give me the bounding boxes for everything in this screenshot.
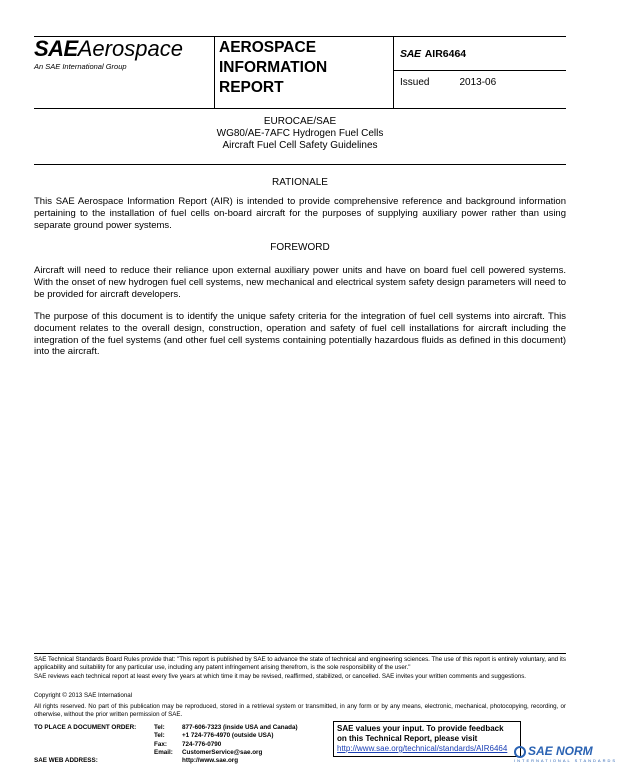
header-docnum-rule [393,70,566,71]
footer-rule [34,653,566,654]
title-line-1: EUROCAE/SAE [263,116,337,127]
doc-number-prefix: SAE [400,48,421,60]
fax-label: Fax: [154,740,167,748]
doc-type-title [219,38,379,98]
sae-aerospace-logo [34,37,194,71]
document-number [400,48,466,60]
foreword-paragraph-2: The purpose of this document is to identify the unique safety criteria for the integration of fuel cell systems into aircraft. This document relates to the overall design, construction, operation and safety of fuel cell installations for aircraft including the integration of the fuel systems (and other fuel cell systems containing potentially hazardous fluids as defined in this document) into the aircraft. [34,311,566,358]
doc-number-value: AIR6464 [424,48,467,60]
footer-copyright: Copyright © 2013 SAE International [34,692,133,699]
logo-tagline: An SAE International Group [34,62,127,71]
feedback-box [333,721,521,757]
header-divider-right [393,36,394,108]
email-label: Email: [154,748,173,756]
tel-inside-usa: 877-606-7323 (inside USA and Canada) [182,724,298,731]
fax-number: 724-776-0790 [182,740,222,748]
watermark-globe-icon [514,746,526,758]
doc-type-line-1: AEROSPACE [219,39,317,56]
title-line-2: WG80/AE-7AFC Hydrogen Fuel Cells [216,128,384,139]
header-bottom-rule [34,108,566,109]
foreword-paragraph-1: Aircraft will need to reduce their reliance upon external auxiliary power units and have on board fuel cell powered systems. With the onset of new hydrogen fuel cell systems, new mechanical and electrical system safety design parameters will need to be provided for aircraft developers. [34,265,566,300]
email-link[interactable]: CustomerService@sae.org [182,748,263,756]
footer-note-usage: SAE Technical Standards Board Rules provide that: "This report is published by SAE to advance the state of technical and engineering sciences. The use of this report is entirely voluntary, and its applicability and suitability for any particular use, including any patent infringement arising therefrom, is the sole responsibility of the user." [34,656,566,671]
order-label: TO PLACE A DOCUMENT ORDER: [34,724,137,731]
feedback-line-2: on this Technical Report, please visit [337,734,478,743]
footer-rights: All rights reserved. No part of this publication may be reproduced, stored in a retrieval system or transmitted, in any form or by any means, electronic, mechanical, photocopying, recording, or otherwise, without the prior written permission of SAE. [34,703,566,718]
footer-note-review: SAE reviews each technical report at least every five years at which time it may be revised, reaffirmed, stabilized, or cancelled. SAE invites your written comments and suggestions. [34,673,527,680]
header-top-rule [34,36,566,37]
tel-label: Tel: [154,724,165,731]
watermark-text: SAE NORM [528,744,593,758]
issued-date [400,77,496,88]
title-line-3: Aircraft Fuel Cell Safety Guidelines [222,140,378,151]
title-bottom-rule [34,164,566,165]
rationale-heading: RATIONALE [272,177,328,188]
logo-aerospace: Aerospace [77,36,183,61]
document-title-block [34,116,566,152]
feedback-link[interactable]: http://www.sae.org/technical/standards/AIR6464 [337,744,508,753]
header-divider-left [214,36,215,108]
issued-label: Issued [400,77,430,88]
foreword-heading: FOREWORD [270,242,330,253]
logo-sae: SAE [34,36,78,61]
feedback-line-1: SAE values your input. To provide feedback [337,724,504,733]
logo-wordmark [34,37,194,61]
doc-type-line-2: INFORMATION [219,59,328,76]
tel-label-2: Tel: [154,732,165,740]
sae-norm-watermark [514,744,617,763]
web-link[interactable]: http://www.sae.org [182,757,239,765]
web-label: SAE WEB ADDRESS: [34,757,98,765]
tel-outside-usa: +1 724-776-4970 (outside USA) [182,732,274,740]
issued-value: 2013-06 [459,77,497,88]
rationale-text: This SAE Aerospace Information Report (AIR) is intended to provide comprehensive reference and background information pertaining to the installation of fuel cells on-board aircraft for the purposes of supplying auxiliary power rather than using separate ground power systems. [34,196,566,231]
order-contact-block [34,724,298,765]
doc-type-line-3: REPORT [219,79,284,96]
watermark-subtext: INTERNATIONAL STANDARDS [514,758,617,763]
